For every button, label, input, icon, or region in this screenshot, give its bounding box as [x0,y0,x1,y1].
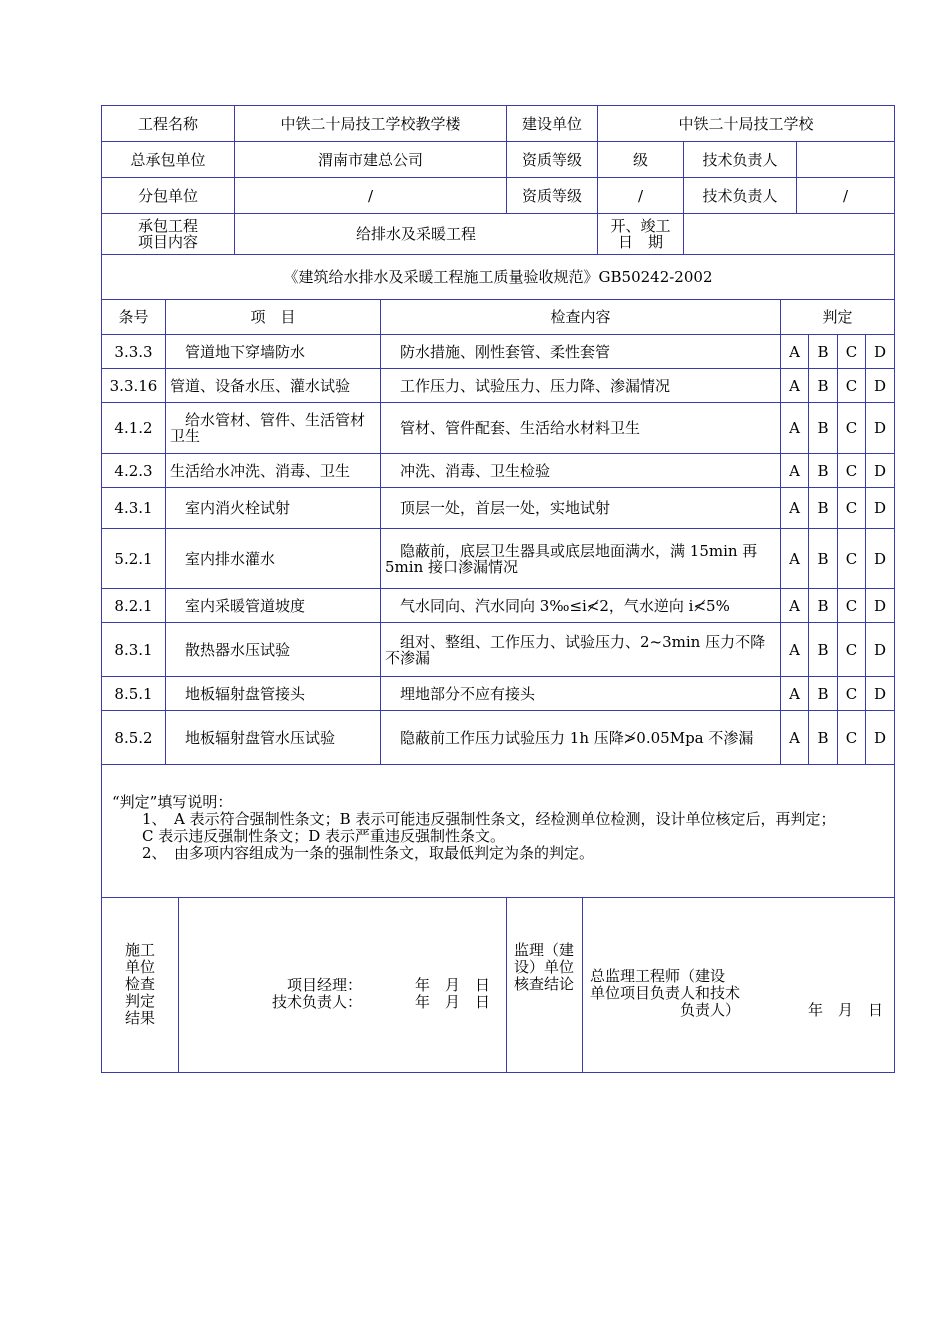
grade-option-a[interactable]: A [789,342,800,361]
rule [101,897,895,898]
row-content: 隐蔽前，底层卫生器具或底层地面满水，满 15min 再 5min 接口渗漏情况 [385,541,758,576]
general-contractor-value: 渭南市建总公司 [317,150,423,169]
qualification-value: 级 [632,150,648,169]
grade-option-a[interactable]: A [789,461,800,480]
row-item: 管道地下穿墙防水 [170,342,306,361]
grade-option-a[interactable]: A [789,549,800,568]
rule [506,897,507,1072]
grade-option-b[interactable]: B [817,461,829,480]
grade-option-c[interactable]: C [845,728,858,747]
row-no: 4.2.3 [114,461,153,480]
row-content: 管材、管件配套、生活给水材料卫生 [385,419,641,437]
row-item: 室内消火栓试射 [170,499,291,517]
chief-label-line: 单位项目负责人和技术 [590,984,741,1002]
rule [101,1072,895,1073]
row-item: 室内采暖管道坡度 [170,596,306,615]
tech-date: 年 月 日 [415,993,491,1011]
sub-tech-lead-label: 技术负责人 [702,186,778,205]
rule [582,897,583,1072]
dates-label-line: 日 期 [617,233,663,251]
dates-value [684,214,894,254]
dates-label-line: 开、竣工 [610,217,671,235]
notes-line: 1、 A 表示符合强制性条文；B 表示可能违反强制性条文，经检测单位检测，设计单位核定后，再判定； [112,810,836,828]
row-item: 生活给水冲洗、消毒、卫生 [170,461,351,480]
sub-qualification-value: / [637,186,644,205]
grade-option-c[interactable]: C [845,549,858,568]
row-no: 8.3.1 [114,640,153,659]
sub-qualification-label: 资质等级 [521,186,582,205]
general-contractor-label: 总承包单位 [130,150,206,169]
rule [165,299,166,764]
grade-option-d[interactable]: D [873,342,887,361]
column-header-judge: 判定 [822,308,853,326]
scope-label-line: 项目内容 [137,233,198,251]
rule [380,299,381,764]
grade-option-a[interactable]: A [789,376,800,395]
grade-option-d[interactable]: D [873,419,887,437]
grade-option-d[interactable]: D [873,549,887,568]
row-item: 管道、设备水压、灌水试验 [170,376,351,395]
builder-label: 建设单位 [521,114,582,133]
supervision-result-label: 监理（建设）单位核查结论 [514,941,575,993]
standard-title: 《建筑给水排水及采暖工程施工质量验收规范》GB50242-2002 [283,268,713,286]
grade-option-c[interactable]: C [845,461,858,480]
sub-tech-lead-value: / [842,186,849,205]
grade-option-d[interactable]: D [873,499,887,517]
row-content: 工作压力、试验压力、压力降、渗漏情况 [385,376,671,395]
grade-option-a[interactable]: A [789,419,800,437]
chief-label-line: 负责人） [680,1001,741,1019]
grade-option-b[interactable]: B [817,596,829,615]
grade-option-b[interactable]: B [817,376,829,395]
notes-line: 2、 由多项内容组成为一条的强制性条文，取最低判定为条的判定。 [112,844,595,862]
row-content: 冲洗、消毒、卫生检验 [385,461,551,480]
project-manager-label: 项目经理： [286,976,362,994]
rule [101,764,895,765]
row-no: 3.3.16 [109,376,158,395]
row-content: 顶层一处，首层一处，实地试射 [385,499,611,517]
project-name-value: 中铁二十局技工学校教学楼 [280,114,461,133]
row-no: 4.1.2 [114,419,153,437]
row-no: 8.5.2 [114,728,153,747]
grade-option-b[interactable]: B [817,419,829,437]
grade-option-c[interactable]: C [845,684,858,703]
grade-option-a[interactable]: A [789,640,800,659]
row-content: 组对、整组、工作压力、试验压力、2~3min 压力不降不渗漏 [385,632,766,667]
row-item: 散热器水压试验 [170,640,291,659]
grade-option-d[interactable]: D [873,640,887,659]
column-header-no: 条号 [118,308,149,326]
project-name-label: 工程名称 [137,114,198,133]
grade-option-c[interactable]: C [845,499,858,517]
row-item: 室内排水灌水 [170,549,276,568]
grade-option-d[interactable]: D [873,684,887,703]
row-no: 3.3.3 [114,342,153,361]
grade-option-d[interactable]: D [873,461,887,480]
tech-lead-value [797,142,894,177]
tech-lead-sign-label: 技术负责人： [271,993,362,1011]
grade-option-c[interactable]: C [845,342,858,361]
grade-option-b[interactable]: B [817,684,829,703]
rule [894,105,895,1073]
grade-option-d[interactable]: D [873,376,887,395]
column-header-item: 项 目 [250,308,296,326]
notes-line: C 表示违反强制性条文；D 表示严重违反强制性条文。 [112,827,506,845]
row-content: 气水同向、汽水同向 3‰≤i≮2，气水逆向 i≮5% [385,596,730,615]
grade-option-c[interactable]: C [845,376,858,395]
grade-option-a[interactable]: A [789,728,800,747]
subcontractor-value: / [367,186,374,205]
notes [112,794,892,862]
scope-value: 给排水及采暖工程 [355,225,476,243]
builder-value: 中铁二十局技工学校 [678,114,814,133]
grade-option-b[interactable]: B [817,549,829,568]
notes-title: “判定”填写说明： [112,793,233,811]
grade-option-c[interactable]: C [845,640,858,659]
grade-option-b[interactable]: B [817,342,829,361]
chief-label-line: 总监理工程师（建设 [590,967,726,985]
grade-option-a[interactable]: A [789,684,800,703]
tech-lead-label: 技术负责人 [702,150,778,169]
grade-option-a[interactable]: A [789,499,800,517]
column-header-content: 检查内容 [550,308,611,326]
row-content: 隐蔽前工作压力试验压力 1h 压降≯0.05Mpa 不渗漏 [385,728,754,747]
grade-option-b[interactable]: B [817,640,829,659]
rule [178,897,179,1072]
row-item: 地板辐射盘管水压试验 [170,728,336,747]
grade-option-c[interactable]: C [845,419,858,437]
grade-option-a[interactable]: A [789,596,800,615]
subcontractor-label: 分包单位 [137,186,198,205]
dates-label [598,214,683,254]
scope-label-line: 承包工程 [137,217,198,235]
row-item: 地板辐射盘管接头 [170,684,306,703]
grade-option-b[interactable]: B [817,728,829,747]
row-item: 给水管材、管件、生活管材卫生 [170,411,366,445]
chief-engineer-label [590,968,770,1019]
row-no: 5.2.1 [114,549,153,568]
grade-option-b[interactable]: B [817,499,829,517]
construction-result-label: 施工单位检查判定结果 [124,941,155,1027]
row-no: 8.2.1 [114,596,153,615]
grade-option-d[interactable]: D [873,728,887,747]
chief-date: 年 月 日 [808,1001,884,1019]
qualification-label: 资质等级 [521,150,582,169]
scope-label [102,214,234,254]
row-no: 4.3.1 [114,499,153,517]
row-content: 埋地部分不应有接头 [385,684,536,703]
grade-option-d[interactable]: D [873,596,887,615]
pm-date: 年 月 日 [415,976,491,994]
grade-option-c[interactable]: C [845,596,858,615]
row-no: 8.5.1 [114,684,153,703]
row-content: 防水措施、刚性套管、柔性套管 [385,342,611,361]
